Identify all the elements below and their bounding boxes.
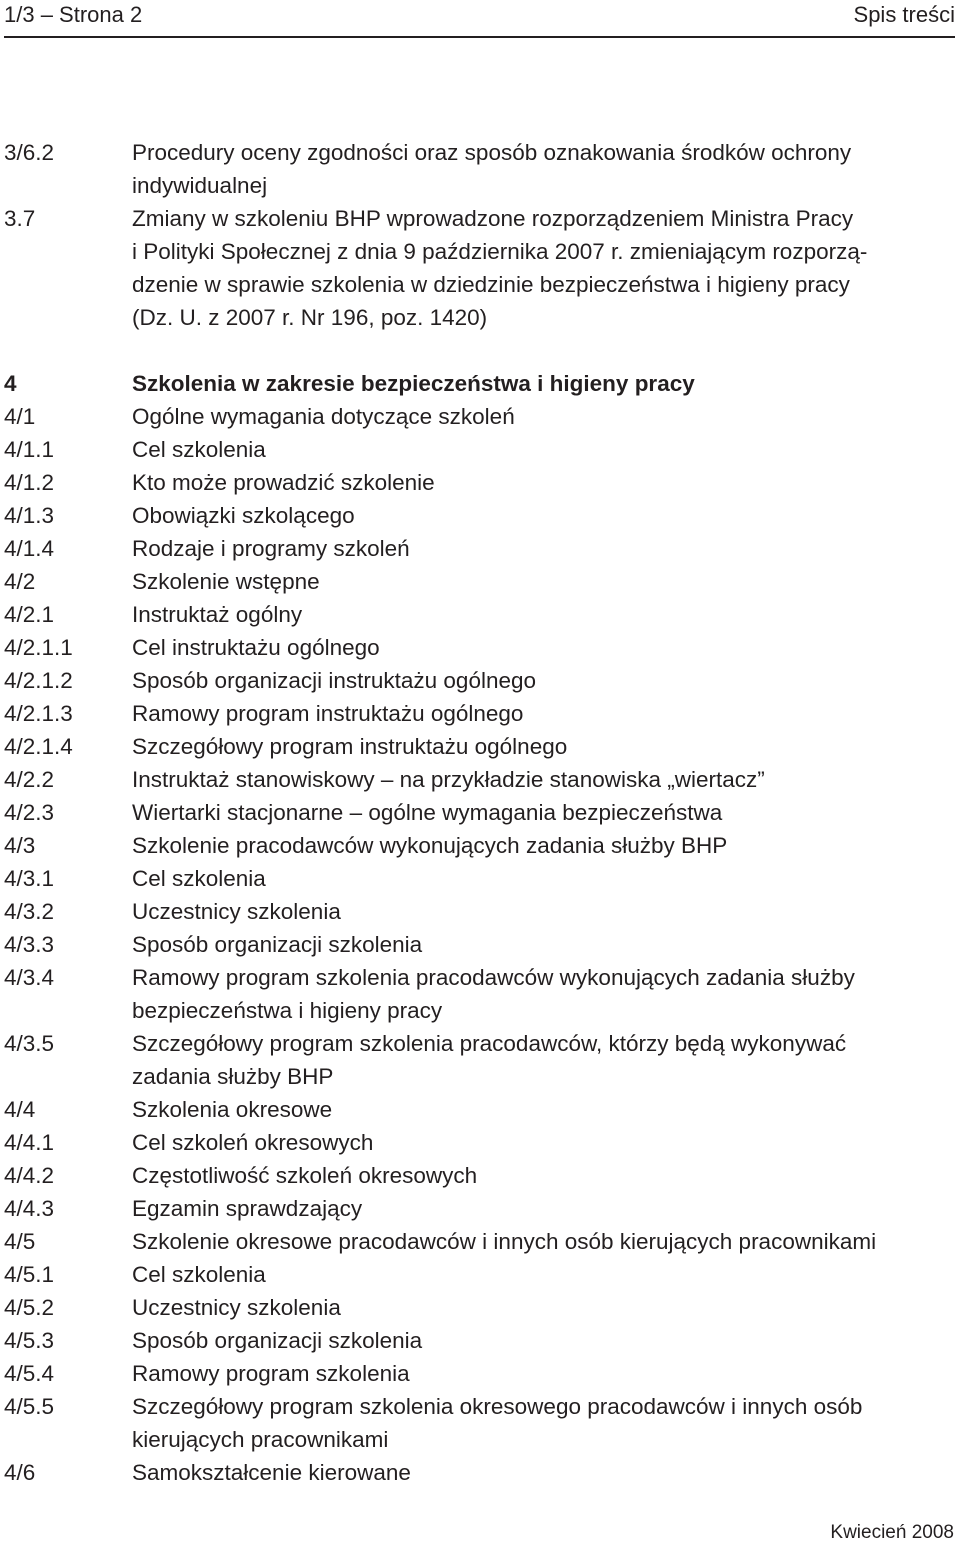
toc-entry-number: 4/2.2 <box>4 767 55 792</box>
toc-entry-title-line: Kto może prowadzić szkolenie <box>132 470 435 495</box>
toc-entry <box>4 433 956 466</box>
toc-entry <box>4 499 956 532</box>
toc-entry-title <box>132 1126 956 1159</box>
toc-entry-title <box>132 598 956 631</box>
toc-entry <box>4 928 956 961</box>
toc-entry-number: 4/3.5 <box>4 1031 55 1056</box>
toc-entry-title-line: Samokształcenie kierowane <box>132 1460 411 1485</box>
toc-entry-title <box>132 1390 956 1456</box>
toc-entry-title-line: Ramowy program szkolenia pracodawców wykonujących zadania służby <box>132 965 855 990</box>
toc-entry <box>4 796 956 829</box>
toc-entry <box>4 202 956 334</box>
toc-entry <box>4 697 956 730</box>
toc-entry-title <box>132 730 956 763</box>
toc-entry <box>4 961 956 1027</box>
toc-entry-title <box>132 1258 956 1291</box>
page-number: 1/3 – Strona 2 <box>4 2 143 27</box>
toc-entry-number: 4/2.1.4 <box>4 734 73 759</box>
toc-entry-number: 4/5.3 <box>4 1328 55 1353</box>
toc-entry <box>4 598 956 631</box>
toc-entry-title <box>132 1027 956 1093</box>
toc-entry-title-line: Częstotliwość szkoleń okresowych <box>132 1163 478 1188</box>
toc-entry-number: 4/1.4 <box>4 536 55 561</box>
toc-entry <box>4 1225 956 1258</box>
toc-entry <box>4 664 956 697</box>
toc-entry <box>4 466 956 499</box>
toc-entry-title-line: Sposób organizacji szkolenia <box>132 1328 423 1353</box>
toc-entry-title <box>132 697 956 730</box>
toc-entry-number: 4/5.2 <box>4 1295 55 1320</box>
toc-entry-title-line: (Dz. U. z 2007 r. Nr 196, poz. 1420) <box>132 305 488 330</box>
toc-entry <box>4 565 956 598</box>
toc-entry-title <box>132 796 956 829</box>
toc-entry-title <box>132 862 956 895</box>
toc-entry-title <box>132 400 956 433</box>
toc-entry-title-line: Szkolenia okresowe <box>132 1097 333 1122</box>
toc-entry-title-line: Szczegółowy program szkolenia okresowego pracodawców i innych osób <box>132 1394 863 1419</box>
toc-entry-title-line: dzenie w sprawie szkolenia w dziedzinie bezpieczeństwa i higieny pracy <box>132 272 850 297</box>
toc-entry-title <box>132 367 956 400</box>
page-header <box>4 0 955 38</box>
toc-entry-title-line: Szczegółowy program szkolenia pracodawców, którzy będą wykonywać <box>132 1031 847 1056</box>
toc-entry <box>4 829 956 862</box>
toc-entry-title-line: i Polityki Społecznej z dnia 9 października 2007 r. zmieniającym rozporzą- <box>132 239 868 264</box>
toc-entry-number: 4/1.1 <box>4 437 55 462</box>
toc-entry-title <box>132 136 956 202</box>
toc-entry-title <box>132 895 956 928</box>
toc-entry-number: 4/5.5 <box>4 1394 55 1419</box>
toc-entry-number: 4/2.1.1 <box>4 635 73 660</box>
toc-entry-number: 4/3 <box>4 833 36 858</box>
toc-entry-number: 4/2 <box>4 569 36 594</box>
toc-entry-title <box>132 433 956 466</box>
toc-entry-title <box>132 1291 956 1324</box>
toc-entry <box>4 1456 956 1489</box>
toc-entry-title <box>132 565 956 598</box>
section-gap <box>4 334 956 367</box>
toc-entry-number: 4/2.1 <box>4 602 55 627</box>
toc-entry <box>4 532 956 565</box>
toc-entry-title <box>132 499 956 532</box>
toc-entry-number: 4/3.2 <box>4 899 55 924</box>
toc-entry <box>4 1093 956 1126</box>
toc-entry <box>4 631 956 664</box>
toc-entry-number: 4/4.2 <box>4 1163 55 1188</box>
toc-entry <box>4 1027 956 1093</box>
toc-entry-title-line: Ramowy program szkolenia <box>132 1361 410 1386</box>
toc-entry-title-line: Szkolenia w zakresie bezpieczeństwa i higieny pracy <box>132 371 695 396</box>
toc-entry-title-line: zadania służby BHP <box>132 1064 334 1089</box>
toc-entry <box>4 763 956 796</box>
toc-entry-title-line: Wiertarki stacjonarne – ogólne wymagania bezpieczeństwa <box>132 800 723 825</box>
toc-entry <box>4 895 956 928</box>
toc-entry-title <box>132 664 956 697</box>
toc-entry-title-line: Szkolenie wstępne <box>132 569 320 594</box>
toc-entry-title-line: Zmiany w szkoleniu BHP wprowadzone rozporządzeniem Ministra Pracy <box>132 206 854 231</box>
toc-entry-title <box>132 202 956 334</box>
page-footer-date: Kwiecień 2008 <box>830 1522 954 1543</box>
toc-entry-number: 4/3.3 <box>4 932 55 957</box>
toc-entry-number: 4/2.3 <box>4 800 55 825</box>
toc-entry-title-line: kierujących pracownikami <box>132 1427 389 1452</box>
toc-entry-title <box>132 631 956 664</box>
toc-entry-title <box>132 1159 956 1192</box>
toc-entry-title-line: Szkolenie okresowe pracodawców i innych osób kierujących pracownikami <box>132 1229 877 1254</box>
toc-entry-number: 4/5.4 <box>4 1361 55 1386</box>
toc-entry-title <box>132 1192 956 1225</box>
toc-entry-title-line: Procedury oceny zgodności oraz sposób oznakowania środków ochrony <box>132 140 852 165</box>
toc-entry-title-line: Cel szkolenia <box>132 1262 266 1287</box>
toc-entry-number: 4/5 <box>4 1229 36 1254</box>
toc-entry <box>4 862 956 895</box>
toc-entry <box>4 1390 956 1456</box>
toc-entry-title <box>132 466 956 499</box>
toc-entry-number: 4/1.2 <box>4 470 55 495</box>
toc-entry <box>4 1159 956 1192</box>
toc-entry-title-line: Szczegółowy program instruktażu ogólnego <box>132 734 568 759</box>
toc-entry-title-line: Uczestnicy szkolenia <box>132 899 341 924</box>
toc-entry-title-line: Instruktaż ogólny <box>132 602 303 627</box>
toc-entry-title <box>132 1225 956 1258</box>
toc-entry-title-line: indywidualnej <box>132 173 268 198</box>
section-title: Spis treści <box>853 2 955 27</box>
toc-entry-title-line: Cel instruktażu ogólnego <box>132 635 380 660</box>
toc-entry-number: 4/6 <box>4 1460 36 1485</box>
toc-entry-title-line: Cel szkoleń okresowych <box>132 1130 374 1155</box>
toc-entry-title <box>132 961 956 1027</box>
toc-entry-number: 3/6.2 <box>4 140 55 165</box>
toc-entry <box>4 1324 956 1357</box>
toc-entry <box>4 1258 956 1291</box>
toc-entry-title <box>132 532 956 565</box>
toc-entry-title-line: Rodzaje i programy szkoleń <box>132 536 410 561</box>
toc-entry-number: 4/2.1.2 <box>4 668 73 693</box>
toc-entry <box>4 1192 956 1225</box>
toc-entry-title-line: bezpieczeństwa i higieny pracy <box>132 998 443 1023</box>
toc-entry-title-line: Obowiązki szkolącego <box>132 503 355 528</box>
table-of-contents <box>4 136 956 1489</box>
toc-entry-title-line: Egzamin sprawdzający <box>132 1196 363 1221</box>
toc-entry <box>4 1126 956 1159</box>
toc-entry-title <box>132 1357 956 1390</box>
toc-entry-title-line: Szkolenie pracodawców wykonujących zadania służby BHP <box>132 833 728 858</box>
toc-entry-title-line: Uczestnicy szkolenia <box>132 1295 341 1320</box>
toc-entry-number: 4/3.4 <box>4 965 55 990</box>
toc-entry-title <box>132 1324 956 1357</box>
toc-entry-number: 4 <box>4 371 17 396</box>
toc-entry <box>4 1291 956 1324</box>
toc-entry-number: 4/4.1 <box>4 1130 55 1155</box>
toc-entry-number: 4/5.1 <box>4 1262 55 1287</box>
toc-entry-title <box>132 1456 956 1489</box>
toc-entry-title <box>132 829 956 862</box>
toc-entry-number: 4/2.1.3 <box>4 701 73 726</box>
toc-entry-number: 4/3.1 <box>4 866 55 891</box>
toc-entry-number: 4/4.3 <box>4 1196 55 1221</box>
toc-entry-title-line: Ramowy program instruktażu ogólnego <box>132 701 524 726</box>
toc-entry-number: 4/1 <box>4 404 36 429</box>
toc-entry <box>4 367 956 400</box>
toc-entry-title <box>132 928 956 961</box>
toc-entry-title-line: Sposób organizacji szkolenia <box>132 932 423 957</box>
toc-entry <box>4 730 956 763</box>
toc-entry-title-line: Cel szkolenia <box>132 866 266 891</box>
toc-entry-number: 4/4 <box>4 1097 36 1122</box>
toc-entry-title-line: Ogólne wymagania dotyczące szkoleń <box>132 404 515 429</box>
toc-entry <box>4 400 956 433</box>
toc-entry <box>4 136 956 202</box>
toc-entry <box>4 1357 956 1390</box>
toc-entry-number: 4/1.3 <box>4 503 55 528</box>
toc-entry-title-line: Cel szkolenia <box>132 437 266 462</box>
toc-entry-title-line: Instruktaż stanowiskowy – na przykładzie stanowiska „wiertacz” <box>132 767 765 792</box>
toc-entry-title <box>132 1093 956 1126</box>
toc-entry-title-line: Sposób organizacji instruktażu ogólnego <box>132 668 537 693</box>
toc-entry-number: 3.7 <box>4 206 36 231</box>
toc-entry-title <box>132 763 956 796</box>
